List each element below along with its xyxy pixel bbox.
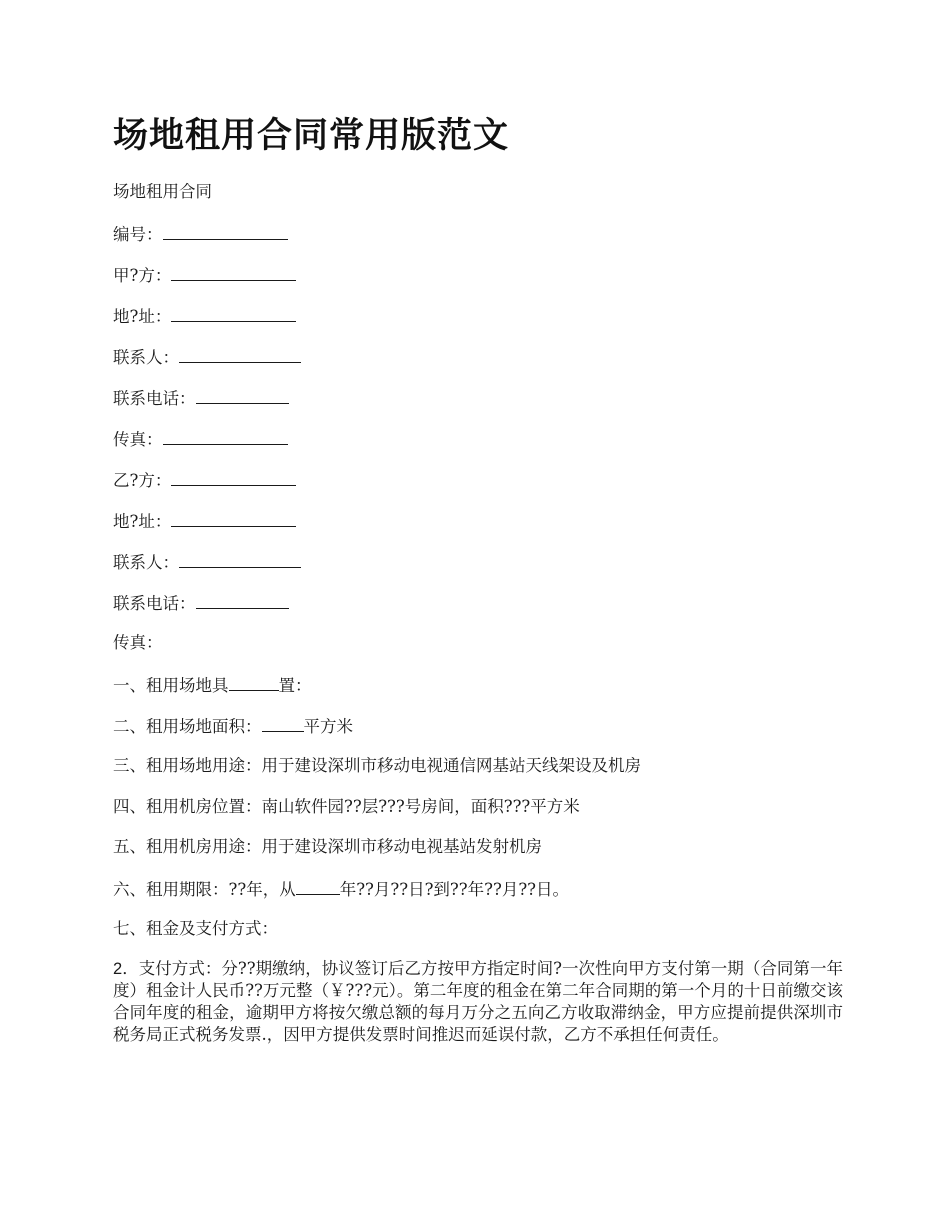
fill-in-blank [229, 672, 279, 691]
field-label: 联系人： [113, 553, 179, 572]
fill-in-blank [163, 426, 288, 445]
clause-text: 年??月??日?到??年??月??日。 [339, 880, 570, 899]
clause-text: 置： [278, 676, 312, 695]
fill-in-blank [262, 713, 304, 732]
field-party-a-contact [113, 344, 301, 370]
clause-2 [113, 713, 353, 739]
field-party-a-address [113, 303, 296, 329]
fill-in-blank [163, 221, 288, 240]
field-label: 乙?方： [113, 471, 172, 490]
fill-in-blank [171, 467, 296, 486]
fill-in-blank [171, 508, 296, 527]
field-label: 编号： [113, 225, 163, 244]
field-label: 传真： [113, 633, 163, 652]
clause-5: 五、租用机房用途：用于建设深圳市移动电视基站发射机房 [113, 837, 542, 856]
field-party-a-fax [113, 426, 288, 452]
clause-7: 七、租金及支付方式： [113, 919, 278, 938]
field-party-b-address [113, 508, 296, 534]
fill-in-blank [196, 590, 289, 609]
field-label: 联系电话： [113, 594, 196, 613]
clause-text: 六、租用期限：??年，从 [113, 880, 296, 899]
fill-in-blank [179, 549, 301, 568]
field-label: 地?址： [113, 512, 172, 531]
clause-1 [113, 672, 312, 698]
document-title: 场地租用合同常用版范文 [113, 116, 510, 156]
field-party-b-contact [113, 549, 301, 575]
field-label: 联系电话： [113, 389, 196, 408]
field-label: 联系人： [113, 348, 179, 367]
field-party-b-phone [113, 590, 289, 616]
field-party-b-fax [113, 631, 163, 655]
fill-in-blank [179, 344, 301, 363]
contract-subtitle: 场地租用合同 [113, 182, 212, 201]
field-party-b [113, 467, 296, 493]
field-party-a-phone [113, 385, 289, 411]
clause-6 [113, 876, 569, 902]
field-contract-number [113, 221, 288, 247]
fill-in-blank [196, 385, 289, 404]
paragraph-text: 支付方式：分??期缴纳，协议签订后乙方按甲方指定时间?一次性向甲方支付第一期（合同第一年度）租金计人民币??万元整（￥???元）。第二年度的租金在第二年合同期的第一个月的十日前缴交该合同年度的租金，逾期甲方将按欠缴总额的每月万分之五向乙方收取滞纳金，甲方应提前提供深圳市税务局正式税务发票.，因甲方提供发票时间推迟而延误付款，乙方不承担任何责任。 [113, 959, 843, 1044]
fill-in-blank [171, 262, 296, 281]
fill-in-blank [296, 876, 340, 895]
clause-text: 一、租用场地具 [113, 676, 229, 695]
field-label: 地?址： [113, 307, 172, 326]
paragraph-number: 2． [113, 960, 139, 978]
field-label: 甲?方： [113, 266, 172, 285]
fill-in-blank [171, 303, 296, 322]
payment-paragraph [113, 958, 843, 1046]
clause-text: 平方米 [303, 717, 353, 736]
clause-text: 二、租用场地面积： [113, 717, 262, 736]
field-party-a [113, 262, 296, 288]
clause-4: 四、租用机房位置：南山软件园??层???号房间，面积???平方米 [113, 797, 580, 816]
clause-3: 三、租用场地用途：用于建设深圳市移动电视通信网基站天线架设及机房 [113, 756, 641, 775]
field-label: 传真： [113, 430, 163, 449]
